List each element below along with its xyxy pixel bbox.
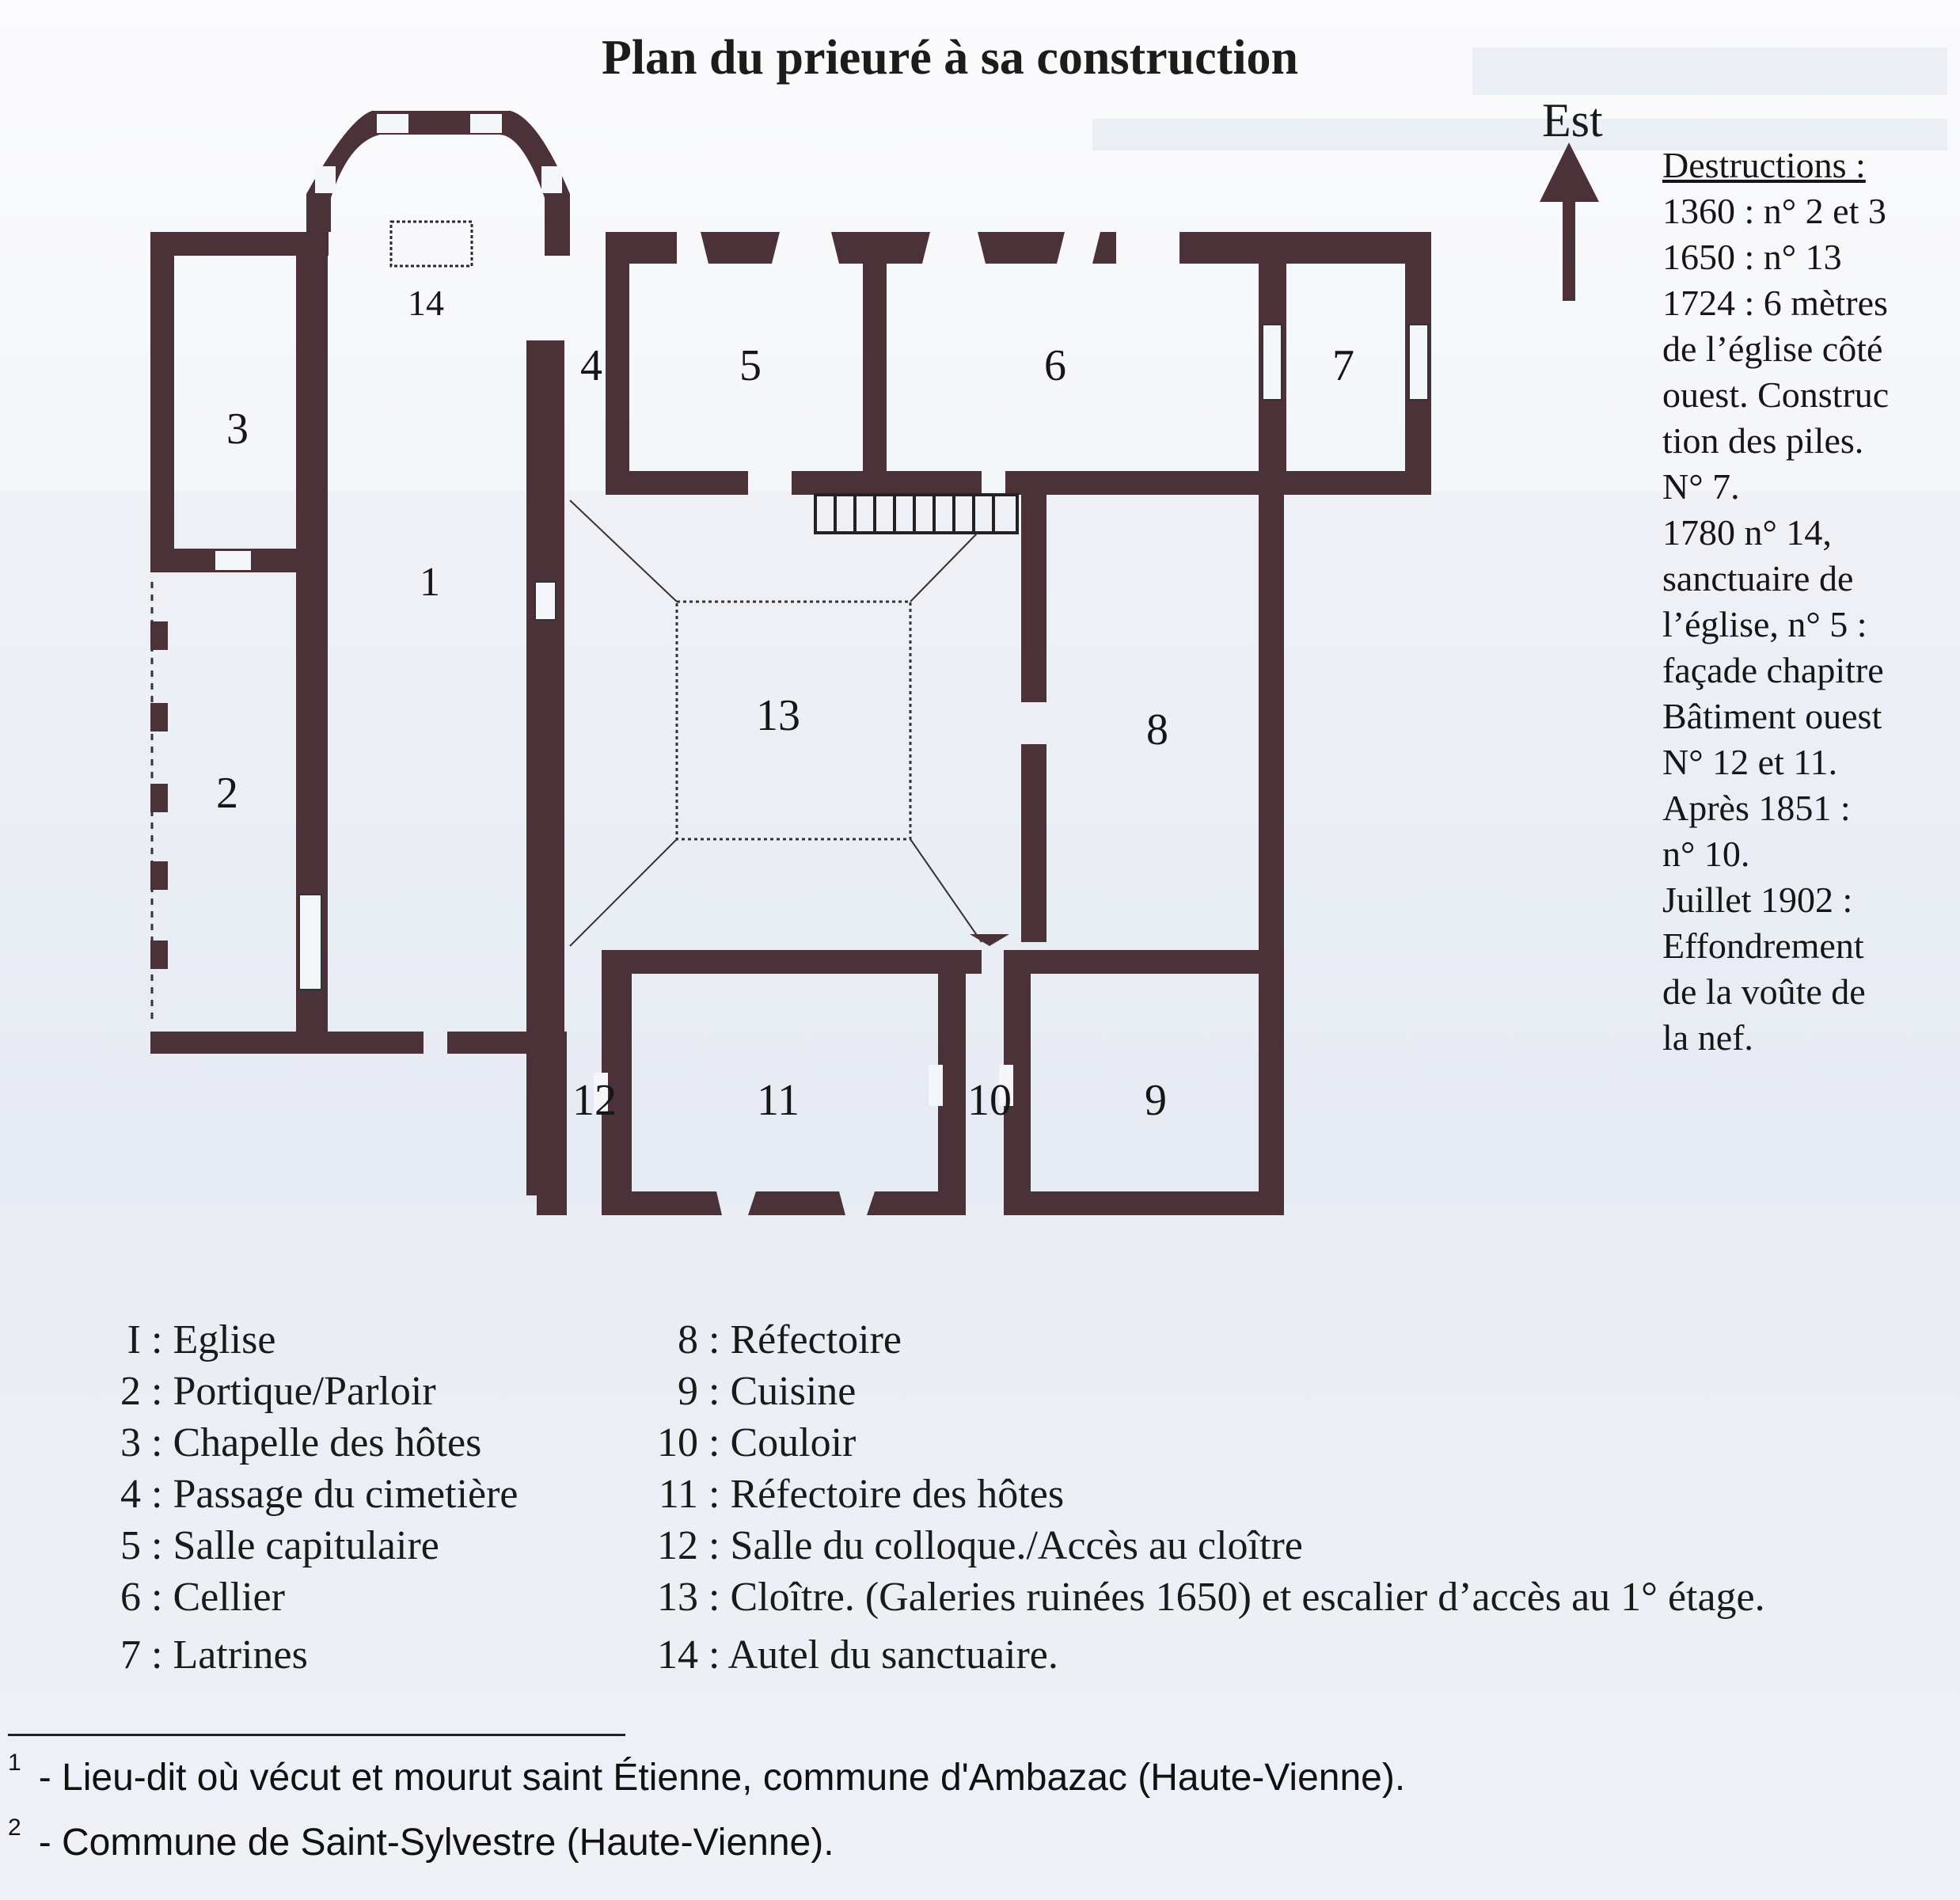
- cloister-diagonal: [910, 839, 982, 942]
- wall-6-south: [792, 471, 982, 495]
- destructions-line: n° 10.: [1662, 834, 1750, 874]
- destructions-line: 1360 : n° 2 et 3: [1662, 191, 1886, 231]
- room-label: 2: [216, 769, 238, 818]
- destructions-line: tion des piles.: [1662, 420, 1864, 461]
- cloister-diagonal: [570, 839, 677, 946]
- wall-5-east: [863, 232, 887, 485]
- pier-2: [150, 621, 168, 650]
- legend-item: [643, 1314, 1925, 1366]
- legend-item: [643, 1469, 1925, 1520]
- room-label: 12: [572, 1076, 617, 1125]
- legend-number: 6: [120, 1575, 141, 1620]
- pier-2: [150, 940, 168, 969]
- window-pier: [701, 232, 780, 264]
- destructions-line: la nef.: [1662, 1017, 1753, 1058]
- plan-title: Plan du prieuré à sa construction: [601, 31, 1299, 85]
- wall-5-south: [606, 471, 748, 495]
- legend-number: 12: [657, 1523, 698, 1568]
- altar-outline: [391, 222, 472, 266]
- wall-4-west: [606, 232, 629, 485]
- destructions-line: l’église, n° 5 :: [1662, 604, 1867, 644]
- legend-number: 14: [657, 1632, 698, 1678]
- legend-text: : Couloir: [708, 1420, 857, 1465]
- legend-item: [109, 1417, 679, 1469]
- wall-8-north: [1005, 471, 1431, 495]
- legend-item: [643, 1520, 1925, 1571]
- window-pier: [1092, 232, 1116, 264]
- legend-text: : Autel du sanctuaire.: [708, 1632, 1058, 1678]
- pier-2: [150, 861, 168, 890]
- footnote-text: - Commune de Saint-Sylvestre (Haute-Vienne).: [38, 1822, 834, 1864]
- footnote-mark: 2: [8, 1814, 21, 1841]
- legend-number: 11: [658, 1472, 698, 1517]
- destructions-line: 1780 n° 14,: [1662, 512, 1832, 553]
- legend-number: 2: [120, 1369, 141, 1414]
- room-label: 9: [1145, 1076, 1167, 1125]
- legend-item: [109, 1520, 679, 1571]
- destructions-line: façade chapitre: [1662, 650, 1884, 690]
- legend-number: 9: [678, 1369, 698, 1414]
- door-10: [970, 934, 1009, 946]
- legend-text: : Cuisine: [708, 1369, 857, 1414]
- room-label: 3: [226, 405, 249, 454]
- legend-item: [643, 1366, 1925, 1417]
- legend-item: [643, 1571, 1925, 1623]
- legend-item: [109, 1571, 679, 1623]
- destructions-line: Effondrement: [1662, 925, 1864, 966]
- room-label: 13: [756, 691, 800, 740]
- destructions-line: de l’église côté: [1662, 329, 1883, 369]
- cloister-diagonal: [910, 533, 978, 602]
- wall-2-south: [150, 1032, 424, 1054]
- legend-text: : Salle capitulaire: [151, 1523, 439, 1568]
- wall-south-segment: [602, 1191, 722, 1215]
- footnote-text: - Lieu-dit où vécut et mourut saint Étienne, commune d'Ambazac (Haute-Vienne).: [38, 1757, 1406, 1799]
- wall-7-north: [1179, 232, 1431, 264]
- church-south-wall-top: [545, 232, 570, 256]
- apse-window: [541, 166, 562, 193]
- destructions-line: 1724 : 6 mètres: [1662, 283, 1888, 323]
- legend-number: 4: [120, 1472, 141, 1517]
- pier-2: [150, 703, 168, 732]
- legend-number: 13: [657, 1575, 698, 1620]
- room-label: 1: [420, 560, 440, 605]
- legend-text: : Salle du colloque./Accès au cloître: [708, 1523, 1303, 1568]
- wall-12-north: [602, 950, 982, 974]
- footnote-mark: 1: [8, 1750, 21, 1776]
- legend-item: [643, 1629, 1925, 1681]
- wall-3-west: [150, 232, 174, 572]
- destructions-line: N° 12 et 11.: [1662, 742, 1838, 782]
- destructions-heading: Destructions :: [1662, 145, 1866, 185]
- legend-item: [109, 1314, 679, 1366]
- niche-2: [299, 895, 321, 990]
- footnote-divider: [8, 1734, 625, 1736]
- destructions-notes: [1662, 142, 1955, 1061]
- wall-south-segment: [867, 1191, 966, 1215]
- legend-text: : Réfectoire des hôtes: [708, 1472, 1065, 1517]
- destructions-line: de la voûte de: [1662, 971, 1866, 1012]
- wall-8-west: [1021, 744, 1046, 942]
- room-label: 10: [967, 1076, 1012, 1125]
- room-label: 14: [408, 283, 444, 323]
- footnote: [8, 1750, 1406, 1799]
- legend-item: [109, 1469, 679, 1520]
- wall-9-north: [1004, 950, 1284, 974]
- compass-label: Est: [1542, 94, 1603, 146]
- destructions-line: Après 1851 :: [1662, 788, 1851, 828]
- arrow-up-icon: [1540, 142, 1599, 301]
- wall-12-south: [537, 1191, 567, 1215]
- legend-text: : Cloître. (Galeries ruinées 1650) et escalier d’accès au 1° étage.: [708, 1575, 1765, 1620]
- legend-item: [109, 1629, 679, 1681]
- pier-2: [150, 784, 168, 812]
- staircase: [815, 495, 1017, 533]
- door-10: [929, 1065, 943, 1106]
- room-label: 6: [1044, 341, 1066, 390]
- room-label: 11: [757, 1076, 800, 1125]
- apse-wall: [306, 111, 570, 232]
- apse-window: [470, 114, 502, 133]
- window-pier: [978, 232, 1065, 264]
- window-7: [1263, 325, 1282, 400]
- wall-9-south: [1004, 1191, 1284, 1215]
- destructions-line: Juillet 1902 :: [1662, 880, 1853, 920]
- room-label: 7: [1332, 341, 1354, 390]
- destructions-line: Bâtiment ouest: [1662, 696, 1882, 736]
- legend-number: I: [127, 1317, 141, 1362]
- wall-8-west: [1021, 495, 1046, 702]
- apse-window: [377, 114, 408, 133]
- legend-item: [643, 1417, 1925, 1469]
- apse-window: [315, 166, 336, 193]
- destructions-line: N° 7.: [1662, 466, 1740, 507]
- legend-text: : Latrines: [151, 1632, 308, 1678]
- legend-number: 5: [120, 1523, 141, 1568]
- legend-number: 7: [120, 1632, 141, 1678]
- wall-8-east: [1259, 495, 1284, 1215]
- room-label: 8: [1146, 705, 1168, 754]
- legend-text: : Cellier: [151, 1575, 285, 1620]
- destructions-line: sanctuaire de: [1662, 558, 1854, 598]
- legend-text: : Réfectoire: [708, 1317, 902, 1362]
- door-3: [215, 551, 251, 570]
- legend-right: [643, 1314, 1925, 1681]
- cloister-diagonal: [570, 500, 677, 602]
- church-door: [535, 582, 556, 620]
- wall-12-west: [537, 1032, 567, 1215]
- legend-left: [109, 1314, 679, 1681]
- destructions-line: ouest. Construc: [1662, 374, 1890, 415]
- room-label: 4: [580, 341, 602, 390]
- legend-number: 10: [657, 1420, 698, 1465]
- legend-number: 3: [120, 1420, 141, 1465]
- wall-south-segment: [748, 1191, 845, 1215]
- legend-number: 8: [678, 1317, 698, 1362]
- legend-text: : Passage du cimetière: [151, 1472, 518, 1517]
- legend-text: : Eglise: [151, 1317, 276, 1362]
- legend-text: : Portique/Parloir: [151, 1369, 436, 1414]
- destructions-line: 1650 : n° 13: [1662, 237, 1842, 277]
- window-7: [1409, 325, 1428, 400]
- room-label: 5: [739, 341, 762, 390]
- footnote: [8, 1814, 834, 1864]
- legend-item: [109, 1366, 679, 1417]
- legend-text: : Chapelle des hôtes: [151, 1420, 482, 1465]
